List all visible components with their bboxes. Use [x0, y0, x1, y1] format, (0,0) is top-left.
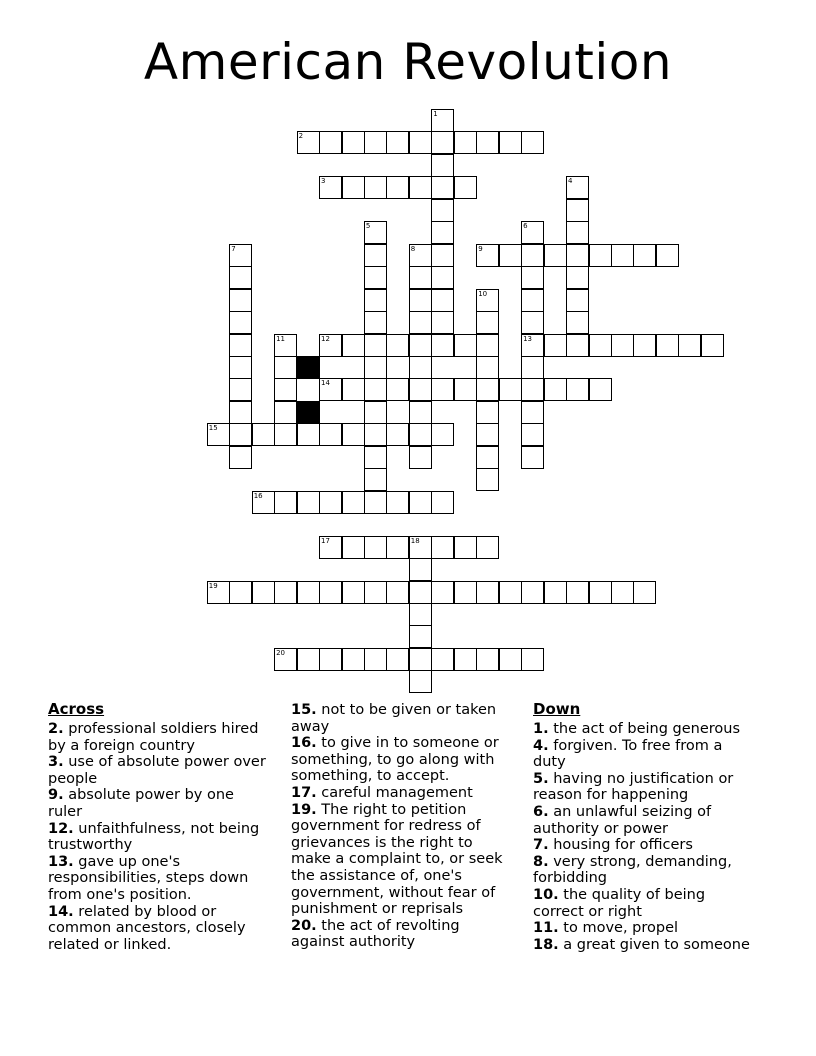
clue-number: 7 [231, 244, 236, 253]
grid-cell[interactable] [364, 581, 387, 604]
clue-number: 9 [478, 244, 483, 253]
grid-cell[interactable] [566, 378, 589, 401]
grid-cell[interactable] [386, 423, 409, 446]
grid-cell[interactable] [364, 244, 387, 267]
grid-cell[interactable] [566, 176, 589, 199]
clue-text: related by blood or common ancestors, closely related or linked. [48, 903, 246, 953]
grid-cell[interactable] [319, 334, 342, 357]
grid-cell[interactable] [409, 625, 432, 648]
grid-cell[interactable] [476, 401, 499, 424]
clue-text: gave up one's responsibilities, steps down from one's position. [48, 853, 249, 903]
clue-text: to move, propel [558, 920, 679, 937]
grid-cell[interactable] [386, 536, 409, 559]
grid-cell[interactable] [431, 109, 454, 132]
grid-cell[interactable] [633, 581, 656, 604]
clue-number: 10 [478, 289, 488, 298]
clue-text: the act of being generous [548, 721, 741, 737]
clue-number: 15 [208, 424, 218, 433]
clue-number: 19 [208, 581, 218, 590]
clue-text: not to be given or taken away [291, 702, 497, 735]
black-cell [297, 401, 320, 424]
grid-cell[interactable] [521, 446, 544, 469]
across-clue [291, 918, 513, 951]
grid-cell[interactable] [431, 536, 454, 559]
grid-cell[interactable] [364, 266, 387, 289]
across-clue [291, 702, 513, 735]
grid-cell[interactable] [476, 423, 499, 446]
grid-cell[interactable] [386, 131, 409, 154]
grid-cell[interactable] [297, 423, 320, 446]
grid-cell[interactable] [297, 131, 320, 154]
clue-number: 14 [321, 379, 330, 388]
clue-text: an unlawful seizing of authority or power [533, 803, 712, 837]
grid-cell[interactable] [566, 289, 589, 312]
grid-cell[interactable] [544, 334, 567, 357]
grid-cell[interactable] [566, 334, 589, 357]
grid-cell[interactable] [454, 536, 477, 559]
grid-cell[interactable] [386, 334, 409, 357]
grid-cell[interactable] [566, 221, 589, 244]
grid-cell[interactable] [364, 491, 387, 514]
across-clue [48, 821, 270, 854]
grid-cell[interactable] [319, 536, 342, 559]
clue-number: 5 [365, 222, 371, 231]
grid-cell[interactable] [274, 378, 297, 401]
grid-cell[interactable] [409, 581, 432, 604]
grid-cell[interactable] [499, 581, 522, 604]
grid-cell[interactable] [229, 446, 252, 469]
clue-number-label: 12. [48, 820, 74, 837]
clue-number: 11 [276, 334, 286, 343]
clue-number-label: 18. [533, 936, 559, 953]
clue-number: 8 [410, 244, 416, 253]
clue-number-label: 19. [291, 801, 317, 818]
clue-number-label: 17. [291, 784, 317, 801]
grid-cell[interactable] [342, 536, 365, 559]
clue-text: having no justification or reason for happening [533, 770, 734, 804]
grid-cell[interactable] [297, 491, 320, 514]
grid-cell[interactable] [409, 536, 432, 559]
grid-cell[interactable] [364, 648, 387, 671]
grid-cell[interactable] [364, 423, 387, 446]
grid-cell[interactable] [454, 581, 477, 604]
grid-cell[interactable] [342, 648, 365, 671]
grid-cell[interactable] [409, 378, 432, 401]
grid-cell[interactable] [319, 491, 342, 514]
grid-cell[interactable] [454, 648, 477, 671]
grid-cell[interactable] [229, 423, 252, 446]
down-clue [533, 837, 755, 854]
grid-cell[interactable] [431, 176, 454, 199]
grid-cell[interactable] [431, 423, 454, 446]
grid-cell[interactable] [319, 176, 342, 199]
clue-text: housing for officers [548, 837, 693, 854]
grid-cell[interactable] [589, 334, 612, 357]
grid-cell[interactable] [229, 378, 252, 401]
grid-cell[interactable] [364, 334, 387, 357]
grid-cell[interactable] [611, 334, 634, 357]
grid-cell[interactable] [386, 581, 409, 604]
clue-text: unfaithfulness, not being trustworthy [48, 820, 260, 854]
grid-cell[interactable] [409, 423, 432, 446]
clue-text: the act of revolting against authority [291, 917, 460, 951]
clue-number: 3 [321, 177, 326, 186]
grid-cell[interactable] [364, 378, 387, 401]
grid-cell[interactable] [499, 378, 522, 401]
grid-cell[interactable] [544, 581, 567, 604]
across-clue [291, 785, 513, 802]
grid-cell[interactable] [319, 423, 342, 446]
clue-number-label: 4. [533, 737, 549, 754]
grid-cell[interactable] [476, 648, 499, 671]
grid-cell[interactable] [476, 289, 499, 312]
clue-number: 6 [523, 222, 528, 231]
grid-cell[interactable] [386, 378, 409, 401]
grid-cell[interactable] [409, 289, 432, 312]
across-clues-column-1 [48, 700, 270, 953]
grid-cell[interactable] [342, 378, 365, 401]
clue-number: 18 [410, 536, 420, 545]
clue-number-label: 6. [533, 803, 549, 820]
grid-cell[interactable] [521, 221, 544, 244]
grid-cell[interactable] [499, 648, 522, 671]
grid-cell[interactable] [431, 378, 454, 401]
grid-cell[interactable] [409, 670, 432, 693]
grid-cell[interactable] [409, 311, 432, 334]
grid-cell[interactable] [409, 446, 432, 469]
grid-cell[interactable] [678, 334, 701, 357]
grid-cell[interactable] [342, 423, 365, 446]
grid-cell[interactable] [454, 334, 477, 357]
grid-cell[interactable] [364, 311, 387, 334]
grid-cell[interactable] [476, 311, 499, 334]
clue-text: careful management [316, 784, 473, 801]
grid-cell[interactable] [229, 581, 252, 604]
clue-text: the quality of being correct or right [533, 886, 706, 920]
grid-cell[interactable] [364, 131, 387, 154]
grid-cell[interactable] [499, 131, 522, 154]
grid-cell[interactable] [409, 356, 432, 379]
puzzle-title: American Revolution [143, 33, 673, 91]
grid-cell[interactable] [274, 491, 297, 514]
clue-number-label: 10. [533, 886, 559, 903]
grid-cell[interactable] [409, 131, 432, 154]
grid-cell[interactable] [364, 356, 387, 379]
grid-cell[interactable] [229, 266, 252, 289]
across-heading: Across [48, 700, 105, 718]
grid-cell[interactable] [476, 536, 499, 559]
grid-cell[interactable] [409, 491, 432, 514]
clue-number-label: 5. [533, 770, 549, 787]
grid-cell[interactable] [521, 289, 544, 312]
grid-cell[interactable] [499, 244, 522, 267]
grid-cell[interactable] [342, 334, 365, 357]
grid-cell[interactable] [274, 581, 297, 604]
grid-cell[interactable] [364, 289, 387, 312]
grid-cell[interactable] [274, 423, 297, 446]
grid-cell[interactable] [229, 289, 252, 312]
clue-number-label: 14. [48, 903, 74, 920]
grid-cell[interactable] [207, 423, 230, 446]
grid-cell[interactable] [656, 334, 679, 357]
grid-cell[interactable] [566, 311, 589, 334]
clue-text: absolute power by one ruler [48, 787, 234, 820]
clue-number: 12 [321, 334, 330, 343]
grid-cell[interactable] [364, 446, 387, 469]
grid-cell[interactable] [431, 311, 454, 334]
grid-cell[interactable] [252, 581, 275, 604]
grid-cell[interactable] [431, 581, 454, 604]
grid-cell[interactable] [386, 176, 409, 199]
grid-cell[interactable] [454, 378, 477, 401]
grid-cell[interactable] [409, 401, 432, 424]
grid-cell[interactable] [521, 648, 544, 671]
grid-cell[interactable] [229, 356, 252, 379]
clue-number-label: 8. [533, 853, 549, 870]
grid-cell[interactable] [342, 491, 365, 514]
grid-cell[interactable] [431, 221, 454, 244]
grid-cell[interactable] [229, 244, 252, 267]
clue-text: The right to petition government for redress of grievances is the right to make a complaint to, or seek the assistance of, one's government, without fear of punishment or reprisals [291, 801, 503, 918]
grid-cell[interactable] [521, 378, 544, 401]
grid-cell[interactable] [521, 401, 544, 424]
grid-cell[interactable] [589, 244, 612, 267]
grid-cell[interactable] [274, 401, 297, 424]
grid-cell[interactable] [521, 334, 544, 357]
clue-text: forgiven. To free from a duty [533, 737, 723, 771]
grid-cell[interactable] [566, 266, 589, 289]
clue-number-label: 1. [533, 721, 549, 737]
grid-cell[interactable] [319, 378, 342, 401]
grid-cell[interactable] [633, 334, 656, 357]
down-clue [533, 771, 755, 804]
grid-cell[interactable] [566, 199, 589, 222]
grid-cell[interactable] [476, 356, 499, 379]
grid-cell[interactable] [476, 581, 499, 604]
grid-cell[interactable] [274, 334, 297, 357]
grid-cell[interactable] [589, 581, 612, 604]
grid-cell[interactable] [409, 334, 432, 357]
grid-cell[interactable] [431, 154, 454, 177]
grid-cell[interactable] [431, 244, 454, 267]
grid-cell[interactable] [521, 244, 544, 267]
grid-cell[interactable] [386, 648, 409, 671]
grid-cell[interactable] [633, 244, 656, 267]
across-clue [48, 854, 270, 904]
grid-cell[interactable] [521, 311, 544, 334]
across-clue [48, 904, 270, 954]
grid-cell[interactable] [521, 131, 544, 154]
grid-cell[interactable] [319, 131, 342, 154]
grid-cell[interactable] [207, 581, 230, 604]
grid-cell[interactable] [229, 334, 252, 357]
clue-number-label: 16. [291, 735, 317, 752]
clue-text: very strong, demanding, forbidding [533, 853, 732, 887]
grid-cell[interactable] [521, 581, 544, 604]
grid-cell[interactable] [476, 244, 499, 267]
across-clues-column-2 [291, 702, 513, 951]
grid-cell[interactable] [409, 176, 432, 199]
grid-cell[interactable] [229, 401, 252, 424]
clue-number-label: 13. [48, 853, 74, 870]
grid-cell[interactable] [409, 558, 432, 581]
across-clue [291, 802, 513, 918]
grid-cell[interactable] [544, 378, 567, 401]
down-clue [533, 738, 755, 771]
grid-cell[interactable] [476, 131, 499, 154]
clue-text: to give in to someone or something, to go along with something, to accept. [291, 735, 499, 785]
clue-number-label: 2. [48, 721, 64, 737]
clue-text: use of absolute power over people [48, 754, 266, 787]
grid-cell[interactable] [252, 491, 275, 514]
grid-cell[interactable] [476, 446, 499, 469]
grid-cell[interactable] [454, 131, 477, 154]
clue-number-label: 9. [48, 787, 64, 804]
grid-cell[interactable] [386, 491, 409, 514]
grid-cell[interactable] [611, 244, 634, 267]
grid-cell[interactable] [409, 603, 432, 626]
grid-cell[interactable] [364, 221, 387, 244]
grid-cell[interactable] [297, 581, 320, 604]
clue-text: professional soldiers hired by a foreign country [48, 721, 259, 754]
down-clue [533, 804, 755, 837]
grid-cell[interactable] [431, 648, 454, 671]
down-clue [533, 721, 755, 738]
clue-number: 4 [568, 177, 573, 186]
down-heading: Down [533, 700, 581, 718]
grid-cell[interactable] [476, 378, 499, 401]
grid-cell[interactable] [431, 266, 454, 289]
grid-cell[interactable] [431, 334, 454, 357]
grid-cell[interactable] [297, 648, 320, 671]
clue-number: 20 [276, 648, 286, 657]
grid-cell[interactable] [364, 176, 387, 199]
grid-cell[interactable] [274, 356, 297, 379]
clue-number: 2 [298, 132, 304, 141]
grid-cell[interactable] [611, 581, 634, 604]
grid-cell[interactable] [701, 334, 724, 357]
grid-cell[interactable] [319, 581, 342, 604]
clue-number: 17 [321, 536, 330, 545]
across-clue [48, 721, 270, 754]
grid-cell[interactable] [409, 648, 432, 671]
grid-cell[interactable] [409, 266, 432, 289]
clue-number-label: 15. [291, 702, 317, 718]
black-cell [297, 356, 320, 379]
grid-cell[interactable] [274, 648, 297, 671]
down-clue [533, 887, 755, 920]
clue-number-label: 11. [533, 920, 559, 937]
grid-cell[interactable] [364, 401, 387, 424]
grid-cell[interactable] [342, 176, 365, 199]
clue-number-label: 3. [48, 754, 64, 771]
grid-cell[interactable] [476, 468, 499, 491]
grid-cell[interactable] [431, 199, 454, 222]
clue-text: a great given to someone [558, 936, 750, 953]
clue-number: 13 [523, 334, 533, 343]
grid-cell[interactable] [656, 244, 679, 267]
grid-cell[interactable] [431, 289, 454, 312]
clue-number: 1 [433, 110, 438, 118]
grid-cell[interactable] [342, 131, 365, 154]
grid-cell[interactable] [544, 244, 567, 267]
down-clue [533, 920, 755, 937]
grid-cell[interactable] [476, 334, 499, 357]
grid-cell[interactable] [521, 356, 544, 379]
across-clue [291, 735, 513, 785]
down-clues-column [533, 700, 755, 953]
grid-cell[interactable] [589, 378, 612, 401]
grid-cell[interactable] [431, 491, 454, 514]
grid-cell[interactable] [364, 468, 387, 491]
across-clue [48, 754, 270, 787]
grid-cell[interactable] [521, 423, 544, 446]
clue-number-label: 20. [291, 917, 317, 934]
grid-cell[interactable] [364, 536, 387, 559]
grid-cell[interactable] [409, 244, 432, 267]
grid-cell[interactable] [566, 581, 589, 604]
grid-cell[interactable] [431, 131, 454, 154]
grid-cell[interactable] [454, 176, 477, 199]
grid-cell[interactable] [319, 648, 342, 671]
grid-cell[interactable] [566, 244, 589, 267]
clue-number: 16 [253, 491, 263, 500]
clue-number-label: 7. [533, 837, 549, 854]
grid-cell[interactable] [521, 266, 544, 289]
down-clue [533, 854, 755, 887]
across-clue [48, 787, 270, 820]
grid-cell[interactable] [252, 423, 275, 446]
grid-cell[interactable] [342, 581, 365, 604]
grid-cell[interactable] [229, 311, 252, 334]
down-clue [533, 937, 755, 954]
